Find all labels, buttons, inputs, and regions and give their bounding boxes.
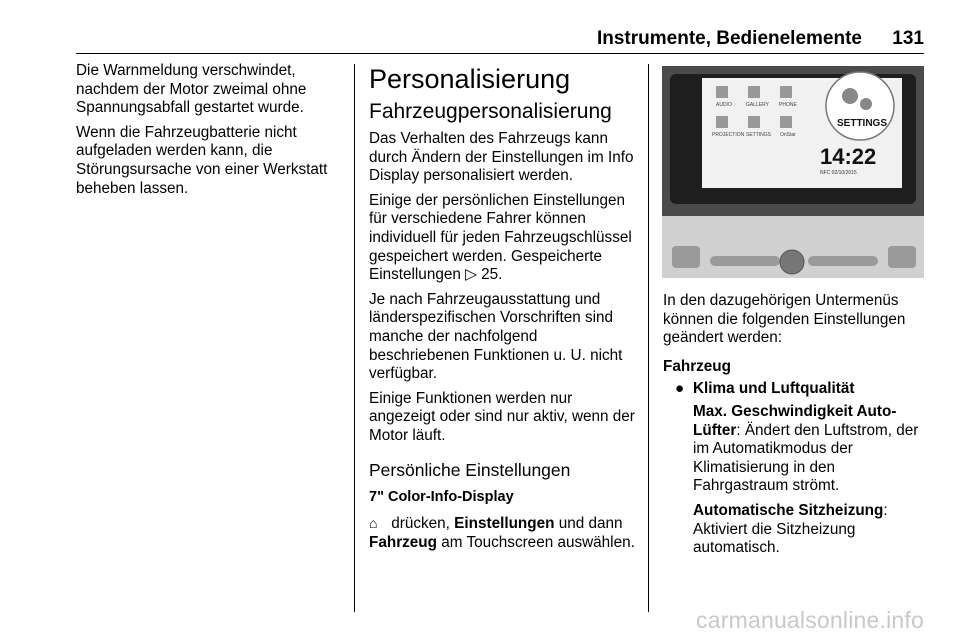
column-left: [76, 62, 348, 204]
instructions-text-3: am Touchscreen auswählen.: [437, 533, 635, 551]
bullet-mark: ●: [675, 380, 685, 398]
intro-paragraph: Das Verhalten des Fahrzeugs kann durch Ändern der Einstellungen im Info Display personalisiert werden.: [369, 130, 634, 185]
cross-reference-icon: ▷: [465, 266, 477, 284]
instructions-text-1: drücken,: [387, 515, 455, 533]
watermark: carmanualsonline.info: [696, 607, 924, 633]
keys-paragraph: [369, 192, 637, 285]
subsection-heading: Persönliche Einstellungen: [369, 459, 571, 480]
availability-paragraph: Je nach Fahrzeugausstattung und länderspezifischen Vorschriften sind manche der nachfolgend beschriebenen Funktionen u. U. nicht verfügbar.: [369, 290, 623, 383]
app-label-audio: AUDIO: [716, 102, 732, 108]
keys-paragraph-text: Einige der persönlichen Einstellungen für verschiedene Fahrer können individuell für jeden Fahrzeugschlüssel gespeichert werden. Gespeicherte Einstellungen: [369, 191, 632, 284]
infotainment-illustration: [662, 66, 924, 278]
section-title: Instrumente, Bedienelemente: [596, 28, 862, 49]
instructions-paragraph: [369, 514, 637, 552]
column-divider-right: [648, 64, 649, 612]
page-number: 131: [892, 28, 924, 49]
climate-heading: Klima und Luftqualität: [693, 380, 855, 398]
settings-term: Einstellungen: [454, 515, 555, 533]
page-header: [76, 28, 924, 50]
home-icon: ⌂: [369, 515, 378, 532]
column-middle: [369, 62, 637, 558]
display-heading: 7" Color-Info-Display: [369, 488, 514, 505]
fan-speed-entry: [663, 403, 928, 496]
app-label-settings: SETTINGS: [746, 132, 772, 138]
list-item-climate: [663, 380, 928, 399]
battery-paragraph: Wenn die Fahrzeugbatterie nicht aufgeladen werden kann, die Störungsursache von einer Werkstatt beheben lassen.: [76, 123, 328, 197]
vehicle-term: Fahrzeug: [369, 533, 437, 551]
app-label-onstar: OnStar: [780, 132, 796, 138]
clock-time: 14:22: [820, 144, 877, 169]
seat-heating-label: Automatische Sitzheizung: [693, 501, 884, 519]
header-divider: [76, 53, 924, 54]
status-line: NFC 02/10/2015: [820, 170, 857, 176]
section-heading: Fahrzeugpersonalisierung: [369, 100, 612, 123]
column-divider-left: [354, 64, 355, 612]
infotainment-photo: [662, 66, 924, 278]
engine-paragraph: Einige Funktionen werden nur angezeigt oder sind nur aktiv, wenn der Motor läuft.: [369, 389, 635, 444]
settings-callout: SETTINGS: [837, 118, 888, 129]
column-right: [663, 292, 928, 564]
seat-heating-text: : Aktiviert die Sitzheizung automatisch.: [693, 501, 888, 557]
instructions-text-2: und dann: [554, 515, 623, 533]
vehicle-heading: Fahrzeug: [663, 357, 731, 375]
seat-heating-entry: [663, 502, 928, 558]
app-label-projection: PROJECTION: [712, 132, 745, 138]
app-label-gallery: GALLERY: [746, 102, 769, 108]
cross-reference-page: 25.: [481, 266, 503, 284]
fan-speed-label: Max. Geschwindigkeit Auto-Lüfter: [693, 402, 897, 439]
app-label-phone: PHONE: [779, 102, 797, 108]
fan-speed-text: : Ändert den Luftstrom, der im Automatikmodus der Klimatisierung in den Fahrgastraum strömt.: [693, 421, 919, 495]
chapter-heading: Personalisierung: [369, 64, 571, 94]
warning-paragraph: Die Warnmeldung verschwindet, nachdem der Motor zweimal ohne Spannungsabfall gestartet wurde.: [76, 62, 307, 117]
submenu-intro: In den dazugehörigen Untermenüs können die folgenden Einstellungen geändert werden:: [663, 292, 906, 347]
